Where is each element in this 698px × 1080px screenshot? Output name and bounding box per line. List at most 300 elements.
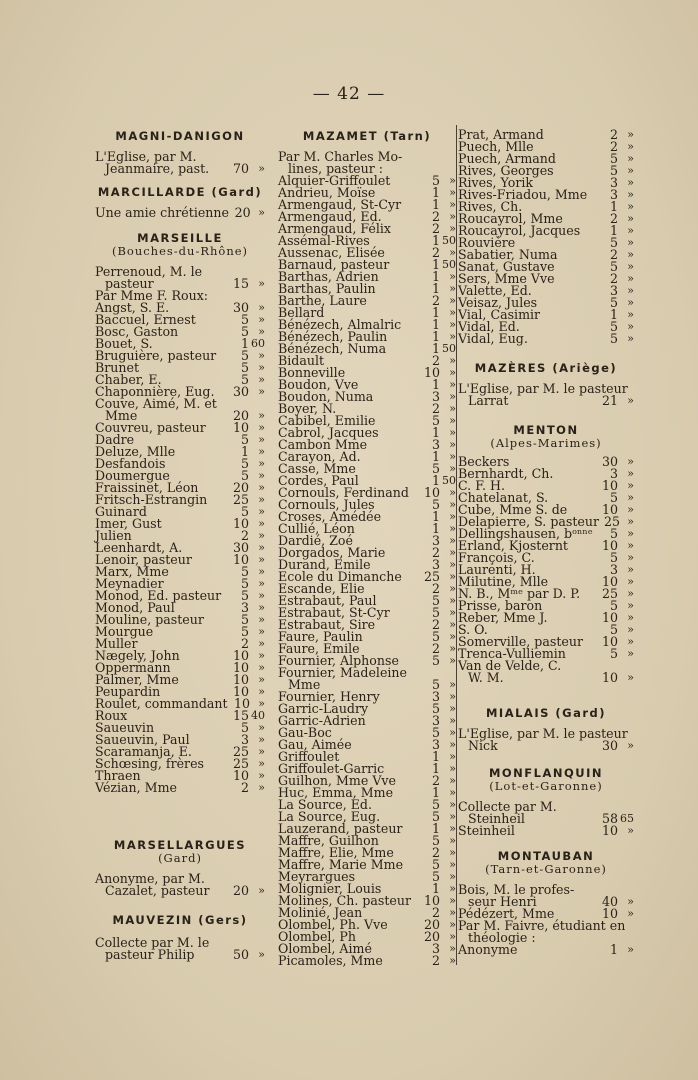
entry-amount: 2 <box>431 581 440 596</box>
entry-name: Estrabaut, St-Cyr <box>278 605 390 620</box>
entry-amount: 5 <box>609 331 618 346</box>
entry-cents: » <box>258 625 265 638</box>
entry-name: pasteur Philip <box>105 947 195 962</box>
entry-amount: 2 <box>431 905 440 920</box>
entry-name: Rives, Ch. <box>458 199 523 214</box>
entry-name: Croses, Amédée <box>278 509 382 524</box>
entry-cents: » <box>258 781 265 794</box>
entry-name: Chaber, E. <box>95 372 162 387</box>
entry-cents: » <box>627 479 634 492</box>
entry-name: Roucayrol, Mme <box>458 211 563 226</box>
entry-cents: » <box>449 426 456 439</box>
entry-amount: 10 <box>601 823 618 838</box>
entry-name: Cornouls, Jules <box>278 497 375 512</box>
entry-cents: » <box>449 306 456 319</box>
entry-name: Barthe, Laure <box>278 293 367 308</box>
entry-name: Olombel, Ph. Vve <box>278 917 388 932</box>
entry-cents: » <box>449 498 456 511</box>
entry-amount: 5 <box>240 564 249 579</box>
entry-cents: » <box>258 445 265 458</box>
entry-cents: » <box>627 212 634 225</box>
entry-name: Maffre, Marie Mme <box>278 857 404 872</box>
entry-cents: » <box>449 618 456 631</box>
entry-amount: 20 <box>232 480 249 495</box>
entry-cents: » <box>258 505 265 518</box>
entry-amount: 5 <box>431 173 440 188</box>
entry-name: Schœsing, frères <box>95 756 204 771</box>
entry-name: Vidal, Eug. <box>458 331 528 346</box>
entry-amount: 10 <box>601 502 618 517</box>
entry-cents: » <box>627 739 634 752</box>
entry-name: Vial, Casimir <box>458 307 541 322</box>
entry-name: Picamoles, Mme <box>278 953 383 968</box>
entry-cents: » <box>258 685 265 698</box>
entry-name: Chatelanat, S. <box>458 490 549 505</box>
entry-name: Perrenoud, M. le <box>95 264 203 279</box>
entry-name: Roux <box>95 708 128 723</box>
entry-row <box>458 825 634 837</box>
entry-name: S. O. <box>458 622 488 637</box>
entry-amount: 25 <box>423 569 440 584</box>
entry-amount: 2 <box>240 780 249 795</box>
entry-name: Durand, Emile <box>278 557 371 572</box>
entry-name: C. F. H. <box>458 478 505 493</box>
entry-amount: 5 <box>240 324 249 339</box>
entry-amount: 1 <box>240 444 249 459</box>
entry-name: Desfandois <box>95 456 166 471</box>
entry-name: Fournier, Alphonse <box>278 653 399 668</box>
entry-name: Milutine, Mlle <box>458 574 549 589</box>
section-subheading: (Lot-et-Garonne) <box>489 779 603 793</box>
entry-name: Faure, Emile <box>278 641 360 656</box>
entry-amount: 5 <box>240 504 249 519</box>
entry-cents: » <box>449 750 456 763</box>
entry-row <box>95 949 265 961</box>
entry-name: Garric-Laudry <box>278 701 369 716</box>
entry-cents: » <box>627 587 634 600</box>
entry-cents: » <box>258 649 265 662</box>
entry-cents: » <box>449 822 456 835</box>
entry-cents: » <box>258 673 265 686</box>
entry-cents: » <box>258 769 265 782</box>
entry-name: Veisaz, Jules <box>458 295 538 310</box>
entry-cents: » <box>449 882 456 895</box>
entry-cents: » <box>449 810 456 823</box>
entry-cents: » <box>449 558 456 571</box>
entry-cents: » <box>449 522 456 535</box>
entry-amount: 1 <box>431 821 440 836</box>
entry-amount: 10 <box>601 906 618 921</box>
entry-amount: 15 <box>232 708 249 723</box>
entry-name: Gau, Aimée <box>278 737 352 752</box>
entry-name: Boudon, Vve <box>278 377 359 392</box>
entry-name: Meynadier <box>95 576 164 591</box>
entry-name: Rives-Friadou, Mme <box>458 187 588 202</box>
entry-row <box>95 782 265 794</box>
entry-cents: » <box>627 503 634 516</box>
entry-name: Doumergue <box>95 468 170 483</box>
section-heading: MIALAIS (Gard) <box>485 706 607 720</box>
entry-cents: 50 <box>442 258 456 271</box>
section-heading: MAZAMET (Tarn) <box>302 129 432 143</box>
entry-name: Erland, Kjosternt <box>458 538 568 553</box>
entry-amount: 10 <box>234 696 251 711</box>
entry-amount: 5 <box>431 725 440 740</box>
entry-name: Molignier, Louis <box>278 881 382 896</box>
entry-name: Fournier, Henry <box>278 689 380 704</box>
entry-amount: 5 <box>240 576 249 591</box>
entry-name: Scaramanja, E. <box>95 744 192 759</box>
entry-amount: 1 <box>431 341 440 356</box>
entry-cents: 50 <box>442 342 456 355</box>
entry-cents: » <box>258 277 265 290</box>
entry-cents: » <box>449 198 456 211</box>
entry-cents: » <box>258 206 265 219</box>
entry-name: Casse, Mme <box>278 461 356 476</box>
entry-cents: » <box>627 635 634 648</box>
entry-cents: » <box>627 611 634 624</box>
entry-amount: 20 <box>423 917 440 932</box>
entry-amount: 1 <box>431 185 440 200</box>
page-number: — 42 — <box>312 84 386 104</box>
entry-name: Steinheil <box>458 823 515 838</box>
entry-name: Bénézech, Numa <box>278 341 387 356</box>
entry-name: Sabatier, Numa <box>458 247 558 262</box>
entry-cents: » <box>627 943 634 956</box>
entry-name: Cornouls, Ferdinand <box>278 485 409 500</box>
entry-amount: 15 <box>232 276 249 291</box>
entry-cents: » <box>449 870 456 883</box>
entry-cents: » <box>449 726 456 739</box>
entry-amount: 1 <box>431 281 440 296</box>
entry-amount: 10 <box>232 516 249 531</box>
entry-name: Mourgue <box>95 624 154 639</box>
entry-amount: 20 <box>232 883 249 898</box>
entry-name: Olombel, Ph <box>278 929 357 944</box>
entry-name: Une amie chrétienne <box>95 205 229 220</box>
entry-amount: 5 <box>609 259 618 274</box>
entry-cents: » <box>627 152 634 165</box>
spacer <box>458 345 634 361</box>
entry-cents: » <box>627 563 634 576</box>
entry-name: Pédézert, Mme <box>458 906 555 921</box>
entry-cents: » <box>627 308 634 321</box>
entry-cents: » <box>627 140 634 153</box>
entry-cents: » <box>258 409 265 422</box>
entry-name: Roulet, commandant <box>95 696 228 711</box>
entry-name: N. B., Mᵐᵉ par D. P. <box>458 586 581 601</box>
entry-cents: » <box>449 630 456 643</box>
entry-amount: 10 <box>232 420 249 435</box>
entry-amount: 50 <box>232 947 249 962</box>
entry-amount: 3 <box>609 562 618 577</box>
entry-name: Armengaud, Félix <box>278 221 392 236</box>
entry-amount: 3 <box>431 713 440 728</box>
entry-cents: » <box>449 438 456 451</box>
entry-cents: » <box>258 697 265 710</box>
entry-name: La Source, Ed. <box>278 797 372 812</box>
entry-amount: 10 <box>232 660 249 675</box>
entry-amount: 1 <box>431 881 440 896</box>
entry-amount: 5 <box>240 312 249 327</box>
entry-amount: 10 <box>423 485 440 500</box>
entry-amount: 58 <box>601 811 618 826</box>
entry-name: Anonyme <box>458 942 518 957</box>
entry-amount: 3 <box>609 187 618 202</box>
entry-name: Oppermann <box>95 660 171 675</box>
entry-cents: » <box>258 349 265 362</box>
entry-name: Reber, Mme J. <box>458 610 548 625</box>
entry-name: Escande, Elie <box>278 581 365 596</box>
entry-name: Marx, Mme <box>95 564 169 579</box>
entry-cents: » <box>627 296 634 309</box>
entry-name: Cambon Mme <box>278 437 368 452</box>
entry-amount: 1 <box>431 449 440 464</box>
entry-cents: » <box>627 647 634 660</box>
entry-cents: » <box>449 246 456 259</box>
entry-cents: » <box>258 373 265 386</box>
entry-amount: 2 <box>609 271 618 286</box>
entry-row <box>95 163 265 175</box>
entry-amount: 5 <box>240 612 249 627</box>
entry-name: Valette, Ed. <box>458 283 532 298</box>
entry-amount: 1 <box>431 257 440 272</box>
entry-cents: » <box>449 930 456 943</box>
entry-name: Bonneville <box>278 365 346 380</box>
entry-amount: 5 <box>240 360 249 375</box>
entry-name: Alquier-Griffoulet <box>278 173 391 188</box>
entry-cents: » <box>627 236 634 249</box>
entry-name: Laurenti, H. <box>458 562 536 577</box>
entry-amount: 2 <box>431 617 440 632</box>
entry-name: Lenoir, pasteur <box>95 552 192 567</box>
entry-amount: 5 <box>431 593 440 608</box>
entry-cents: 65 <box>620 812 634 825</box>
entry-name: Olombel, Aimé <box>278 941 372 956</box>
entry-amount: 5 <box>240 348 249 363</box>
entry-cents: » <box>449 858 456 871</box>
entry-name: Carayon, Ad. <box>278 449 361 464</box>
entry-row <box>458 395 634 407</box>
entry-cents: » <box>627 895 634 908</box>
entry-cents: » <box>449 414 456 427</box>
spacer <box>458 752 634 766</box>
entry-name: Molinié, Jean <box>278 905 363 920</box>
entry-name: Chaponnière, Eug. <box>95 384 215 399</box>
entry-amount: 25 <box>232 756 249 771</box>
entry-amount: 2 <box>431 221 440 236</box>
entry-cents: » <box>449 450 456 463</box>
entry-name: Griffoulet-Garric <box>278 761 385 776</box>
entry-name: Rouvière <box>458 235 516 250</box>
entry-cents: » <box>449 954 456 967</box>
entry-amount: 10 <box>232 684 249 699</box>
entry-name: Cazalet, pasteur <box>105 883 210 898</box>
entry-name: Sanat, Gustave <box>458 259 555 274</box>
entry-amount: 3 <box>609 175 618 190</box>
entry-name: Cullié, Léon <box>278 521 355 536</box>
entry-name: Armengaud, Ed. <box>278 209 382 224</box>
entry-name: Barthas, Paulin <box>278 281 376 296</box>
entry-amount: 20 <box>234 205 251 220</box>
entry-cents: » <box>258 589 265 602</box>
entry-cents: » <box>258 421 265 434</box>
entry-name: Armengaud, St-Cyr <box>278 197 402 212</box>
entry-amount: 5 <box>431 701 440 716</box>
entry-name: Peupardin <box>95 684 161 699</box>
entry-amount: 5 <box>609 526 618 541</box>
entry-cents: » <box>449 846 456 859</box>
entry-cents: » <box>449 294 456 307</box>
entry-cents: » <box>449 690 456 703</box>
entry-cents: » <box>449 714 456 727</box>
entry-amount: 5 <box>240 720 249 735</box>
entry-amount: 2 <box>431 641 440 656</box>
entry-cents: 40 <box>251 709 265 722</box>
entry-name: Rives, Georges <box>458 163 554 178</box>
entry-cents: » <box>627 551 634 564</box>
entry-amount: 3 <box>240 600 249 615</box>
entry-name: Anonyme, par M. <box>95 871 205 886</box>
entry-name: Estrabaut, Sire <box>278 617 376 632</box>
entry-cents: » <box>449 378 456 391</box>
column-2 <box>278 125 456 967</box>
entry-amount: 1 <box>431 305 440 320</box>
entry-name: Cordes, Paul <box>278 473 359 488</box>
entry-name: Julien <box>95 528 132 543</box>
entry-cents: » <box>258 733 265 746</box>
entry-amount: 3 <box>431 533 440 548</box>
entry-name: Cabibel, Emilie <box>278 413 376 428</box>
entry-amount: 5 <box>431 677 440 692</box>
entry-name: Vidal, Ed. <box>458 319 520 334</box>
entry-cents: » <box>627 394 634 407</box>
entry-name: Roucayrol, Jacques <box>458 223 581 238</box>
entry-name: Sers, Mme Vve <box>458 271 555 286</box>
entry-amount: 5 <box>609 490 618 505</box>
entry-amount: 5 <box>431 605 440 620</box>
entry-amount: 30 <box>232 540 249 555</box>
section-subheading: (Bouches-du-Rhône) <box>111 244 249 258</box>
entry-amount: 2 <box>240 636 249 651</box>
entry-cents: » <box>627 128 634 141</box>
entry-amount: 2 <box>431 293 440 308</box>
entry-amount: 10 <box>601 538 618 553</box>
entry-cents: » <box>449 594 456 607</box>
column-1 <box>95 125 265 961</box>
entry-amount: 5 <box>431 809 440 824</box>
entry-amount: 1 <box>431 749 440 764</box>
entry-amount: 2 <box>609 139 618 154</box>
entry-cents: » <box>258 433 265 446</box>
entry-cents: » <box>627 260 634 273</box>
entry-cents: » <box>258 721 265 734</box>
entry-cents: » <box>258 884 265 897</box>
entry-cents: » <box>627 527 634 540</box>
entry-cents: » <box>627 907 634 920</box>
entry-cents: » <box>258 541 265 554</box>
entry-cents: » <box>449 678 456 691</box>
entry-cents: » <box>627 467 634 480</box>
entry-name: Couve, Aimé, M. et <box>95 396 217 411</box>
entry-amount: 1 <box>609 223 618 238</box>
entry-cents: » <box>258 457 265 470</box>
entry-cents: » <box>449 210 456 223</box>
entry-cents: » <box>449 654 456 667</box>
entry-cents: » <box>449 318 456 331</box>
spacer <box>95 175 265 185</box>
entry-name: François, C. <box>458 550 535 565</box>
entry-cents: » <box>449 354 456 367</box>
entry-amount: 25 <box>232 744 249 759</box>
entry-cents: » <box>258 517 265 530</box>
entry-name: W. M. <box>468 670 504 685</box>
entry-cents: » <box>258 529 265 542</box>
entry-amount: 1 <box>431 521 440 536</box>
entry-name: Vézian, Mme <box>95 780 177 795</box>
entry-amount: 30 <box>232 384 249 399</box>
section-heading: MAZÈRES (Ariège) <box>474 361 618 375</box>
entry-name: Jeanmaire, past. <box>105 161 210 176</box>
entry-amount: 1 <box>609 307 618 322</box>
entry-amount: 1 <box>431 329 440 344</box>
entry-name: Leenhardt, A. <box>95 540 183 555</box>
entry-cents: » <box>449 282 456 295</box>
entry-amount: 1 <box>431 269 440 284</box>
entry-amount: 25 <box>603 514 620 529</box>
entry-cents: » <box>449 918 456 931</box>
entry-amount: 10 <box>232 648 249 663</box>
entry-amount: 3 <box>431 941 440 956</box>
entry-name: Monod, Ed. pasteur <box>95 588 222 603</box>
entry-amount: 20 <box>423 929 440 944</box>
entry-amount: 5 <box>431 869 440 884</box>
entry-amount: 5 <box>431 833 440 848</box>
entry-amount: 25 <box>601 586 618 601</box>
spacer <box>458 684 634 706</box>
section-subheading: (Alpes-Marimes) <box>490 436 602 450</box>
entry-cents: » <box>258 481 265 494</box>
entry-amount: 5 <box>609 235 618 250</box>
section-heading: MAUVEZIN (Gers) <box>112 913 248 927</box>
entry-amount: 5 <box>609 163 618 178</box>
entry-cents: » <box>449 402 456 415</box>
section-subheading: (Tarn-et-Garonne) <box>485 862 607 876</box>
entry-name: Huc, Emma, Mme <box>278 785 394 800</box>
entry-cents: 50 <box>442 474 456 487</box>
entry-amount: 10 <box>423 893 440 908</box>
entry-cents: » <box>258 577 265 590</box>
entry-amount: 5 <box>609 550 618 565</box>
entry-row <box>458 672 634 684</box>
entry-amount: 1 <box>431 425 440 440</box>
spacer <box>95 219 265 231</box>
entry-name: Barthas, Adrien <box>278 269 379 284</box>
entry-name: Par M. Charles Mo- <box>278 149 403 164</box>
entry-name: Aussenac, Elisée <box>278 245 385 260</box>
entry-name: Angst, S. E. <box>95 300 170 315</box>
section-heading: MENTON <box>513 423 579 437</box>
entry-cents: » <box>258 601 265 614</box>
section-heading: MARCILLARDE (Gard) <box>97 185 263 199</box>
entry-row <box>278 955 456 967</box>
entry-amount: 2 <box>431 353 440 368</box>
column-3 <box>458 125 634 956</box>
entry-cents: » <box>449 702 456 715</box>
entry-name: Barnaud, pasteur <box>278 257 390 272</box>
entry-cents: » <box>449 174 456 187</box>
entry-cents: » <box>449 222 456 235</box>
